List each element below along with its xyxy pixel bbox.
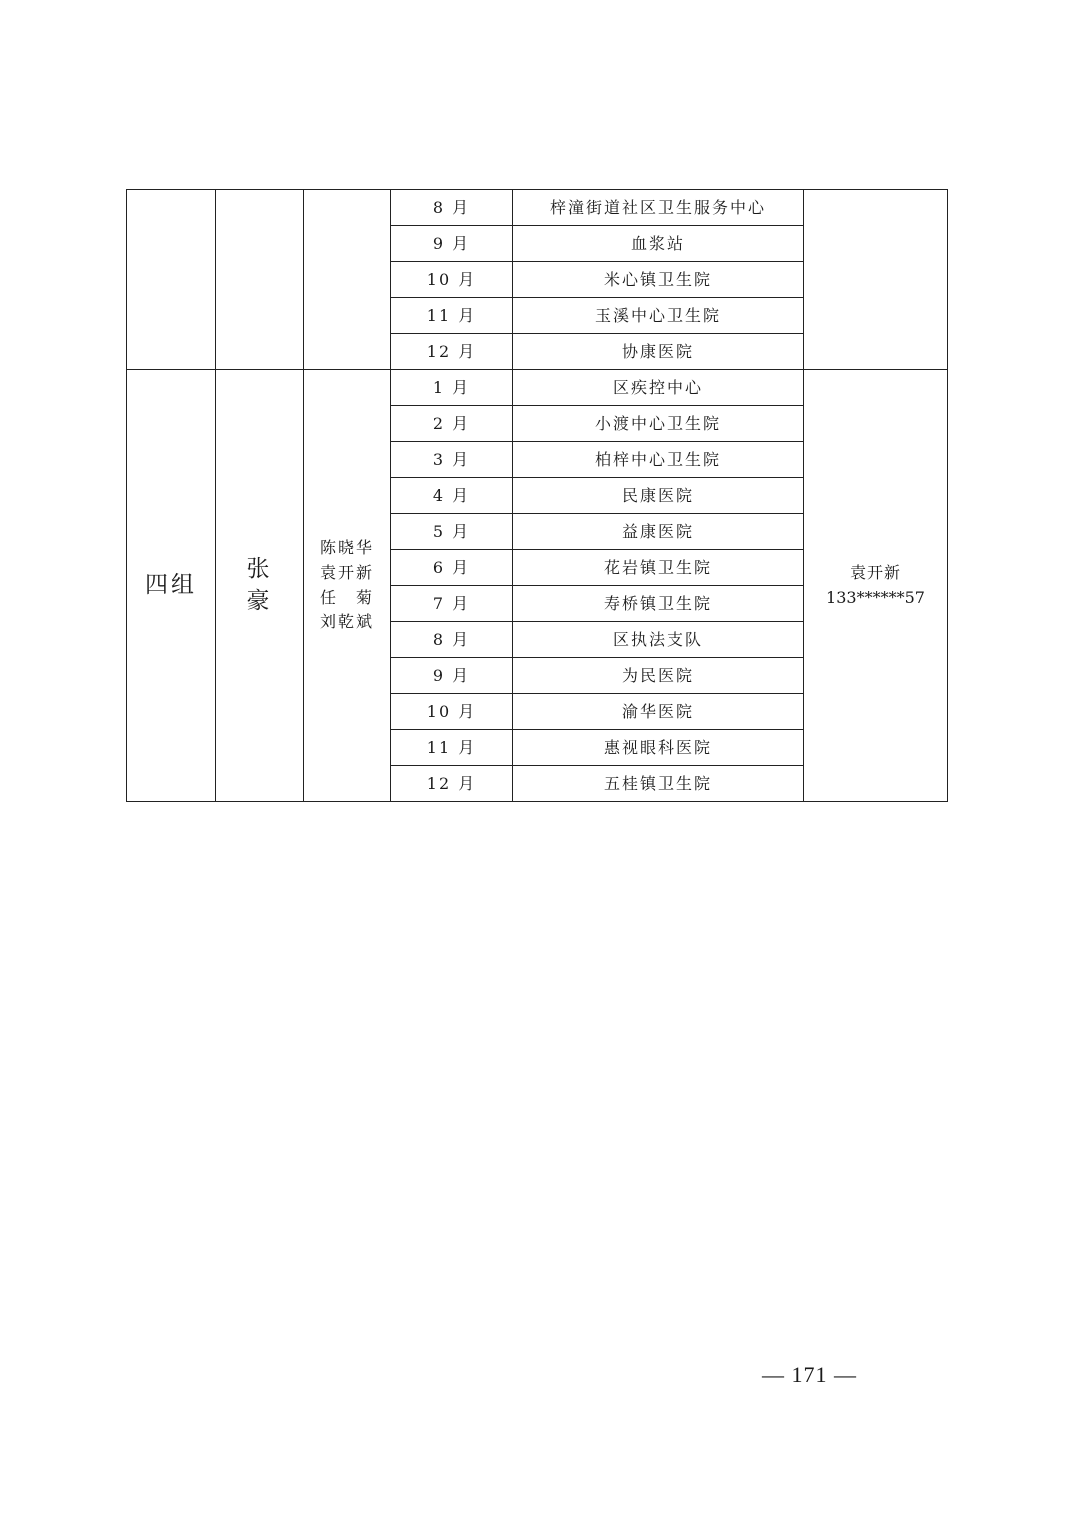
page-number: — 171 —	[762, 1362, 857, 1387]
unit-cell: 区执法支队	[513, 622, 804, 658]
month-cell: 12 月	[391, 334, 513, 370]
member-name: 陈晓华	[319, 537, 374, 557]
month-cell: 2 月	[391, 406, 513, 442]
month-cell: 7 月	[391, 586, 513, 622]
unit-cell: 五桂镇卫生院	[513, 766, 804, 802]
leader-cell-empty	[216, 190, 304, 370]
leader-char: 张	[246, 556, 273, 583]
unit-cell: 协康医院	[513, 334, 804, 370]
member-name: 任 菊	[319, 587, 374, 607]
members-cell-empty	[304, 190, 391, 370]
unit-cell: 梓潼街道社区卫生服务中心	[513, 190, 804, 226]
inspection-schedule-table	[126, 189, 948, 802]
unit-cell: 区疾控中心	[513, 370, 804, 406]
month-cell: 9 月	[391, 658, 513, 694]
contact-cell	[804, 370, 948, 802]
month-cell: 6 月	[391, 550, 513, 586]
unit-cell: 米心镇卫生院	[513, 262, 804, 298]
month-cell: 12 月	[391, 766, 513, 802]
members-cell	[304, 370, 391, 802]
unit-cell: 益康医院	[513, 514, 804, 550]
unit-cell: 惠视眼科医院	[513, 730, 804, 766]
unit-cell: 为民医院	[513, 658, 804, 694]
group-name-cell: 四组	[127, 370, 216, 802]
leader-cell	[216, 370, 304, 802]
month-cell: 11 月	[391, 730, 513, 766]
month-cell: 10 月	[391, 694, 513, 730]
contact-name: 袁开新	[849, 562, 901, 582]
contact-cell-empty	[804, 190, 948, 370]
contact-phone: 133******57	[826, 587, 925, 607]
unit-cell: 小渡中心卫生院	[513, 406, 804, 442]
month-cell: 1 月	[391, 370, 513, 406]
month-cell: 11 月	[391, 298, 513, 334]
member-name: 袁开新	[319, 562, 374, 582]
member-name: 刘乾斌	[319, 612, 374, 632]
month-cell: 8 月	[391, 190, 513, 226]
group-cell-empty	[127, 190, 216, 370]
month-cell: 5 月	[391, 514, 513, 550]
month-cell: 4 月	[391, 478, 513, 514]
unit-cell: 花岩镇卫生院	[513, 550, 804, 586]
month-cell: 10 月	[391, 262, 513, 298]
unit-cell: 寿桥镇卫生院	[513, 586, 804, 622]
unit-cell: 柏梓中心卫生院	[513, 442, 804, 478]
table-row	[127, 370, 948, 406]
unit-cell: 玉溪中心卫生院	[513, 298, 804, 334]
unit-cell: 民康医院	[513, 478, 804, 514]
unit-cell: 渝华医院	[513, 694, 804, 730]
month-cell: 3 月	[391, 442, 513, 478]
month-cell: 8 月	[391, 622, 513, 658]
month-cell: 9 月	[391, 226, 513, 262]
unit-cell: 血浆站	[513, 226, 804, 262]
leader-char: 豪	[246, 587, 273, 614]
table-row	[127, 190, 948, 226]
